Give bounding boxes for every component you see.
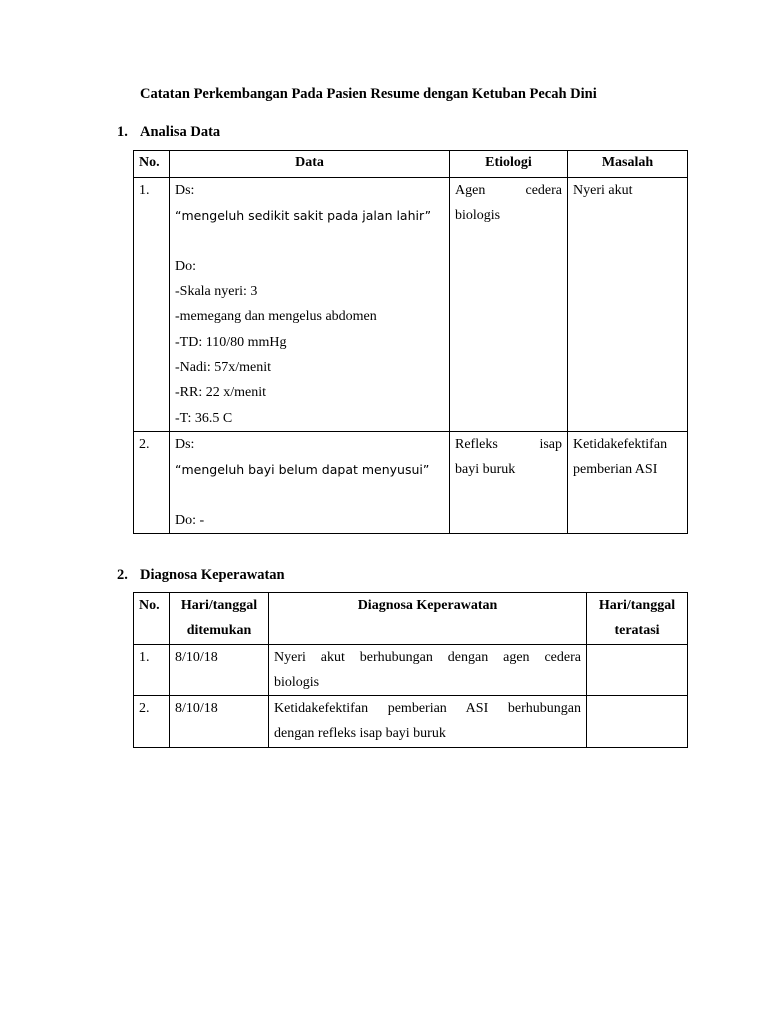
header-data: Data <box>170 151 450 178</box>
do-label: Do: - <box>175 512 205 528</box>
do-item: -TD: 110/80 mmHg <box>175 334 287 350</box>
table-row <box>134 644 688 696</box>
cell-masalah <box>568 178 688 432</box>
cell-data <box>170 178 450 432</box>
table-header-row <box>134 151 688 178</box>
do-item: -Nadi: 57x/menit <box>175 360 272 376</box>
ds-label: Ds: <box>175 437 195 452</box>
header-no: No. <box>134 151 170 178</box>
header-hari-tanggal-ditemukan: Hari/tanggal ditemukan <box>170 593 269 645</box>
cell-masalah <box>568 432 688 534</box>
do-item: -RR: 22 x/menit <box>175 385 266 401</box>
do-label: Do: <box>175 258 196 274</box>
cell-no: 2. <box>134 432 170 534</box>
etiologi-line: Agen cedera <box>455 183 562 198</box>
cell-diagnosa <box>269 644 587 696</box>
cell-etiologi <box>450 432 568 534</box>
section-heading-diagnosa-keperawatan <box>117 567 285 584</box>
diagnosa-line: Nyeri akut berhubungan dengan agen cedera <box>274 649 581 665</box>
do-item: -T: 36.5 C <box>175 410 233 426</box>
cell-teratasi <box>587 644 688 696</box>
etiologi-line: Refleks isap <box>455 437 562 452</box>
section-title: Analisa Data <box>140 124 221 140</box>
header-etiologi: Etiologi <box>450 151 568 178</box>
cell-tanggal: 8/10/18 <box>170 644 269 696</box>
diagnosa-keperawatan-table <box>133 592 688 748</box>
table-row <box>134 432 688 534</box>
cell-data <box>170 432 450 534</box>
cell-etiologi <box>450 178 568 432</box>
diagnosa-line: Ketidakefektifan pemberian ASI berhubungan <box>274 701 581 717</box>
cell-tanggal: 8/10/18 <box>170 696 269 748</box>
diagnosa-line: biologis <box>274 674 320 690</box>
section-heading-analisa-data <box>117 124 220 141</box>
cell-no: 2. <box>134 696 170 748</box>
ds-label: Ds: <box>175 183 195 198</box>
masalah-line: pemberian ASI <box>573 462 658 478</box>
analisa-data-table <box>133 150 688 534</box>
header-no: No. <box>134 593 170 645</box>
table-row <box>134 178 688 432</box>
masalah-line: Ketidakefektifan <box>573 437 668 452</box>
header-masalah: Masalah <box>568 151 688 178</box>
page-title: Catatan Perkembangan Pada Pasien Resume dengan Ketuban Pecah Dini <box>140 86 597 102</box>
do-item: -Skala nyeri: 3 <box>175 284 258 300</box>
ds-quote: “mengeluh sedikit sakit pada jalan lahir” <box>175 208 432 224</box>
header-diagnosa-keperawatan: Diagnosa Keperawatan <box>269 593 587 645</box>
cell-no: 1. <box>134 644 170 696</box>
section-number: 2. <box>117 567 128 583</box>
cell-no: 1. <box>134 178 170 432</box>
cell-teratasi <box>587 696 688 748</box>
etiologi-line: biologis <box>455 208 501 224</box>
table-header-row <box>134 593 688 645</box>
do-item: -memegang dan mengelus abdomen <box>175 309 377 325</box>
section-title: Diagnosa Keperawatan <box>140 567 285 583</box>
ds-quote: “mengeluh bayi belum dapat menyusui” <box>175 462 430 478</box>
table-row <box>134 696 688 748</box>
section-number: 1. <box>117 124 128 140</box>
cell-diagnosa <box>269 696 587 748</box>
etiologi-line: bayi buruk <box>455 462 516 478</box>
diagnosa-line: dengan refleks isap bayi buruk <box>274 726 446 742</box>
header-hari-tanggal-teratasi: Hari/tanggal teratasi <box>587 593 688 645</box>
masalah-line: Nyeri akut <box>573 183 633 198</box>
